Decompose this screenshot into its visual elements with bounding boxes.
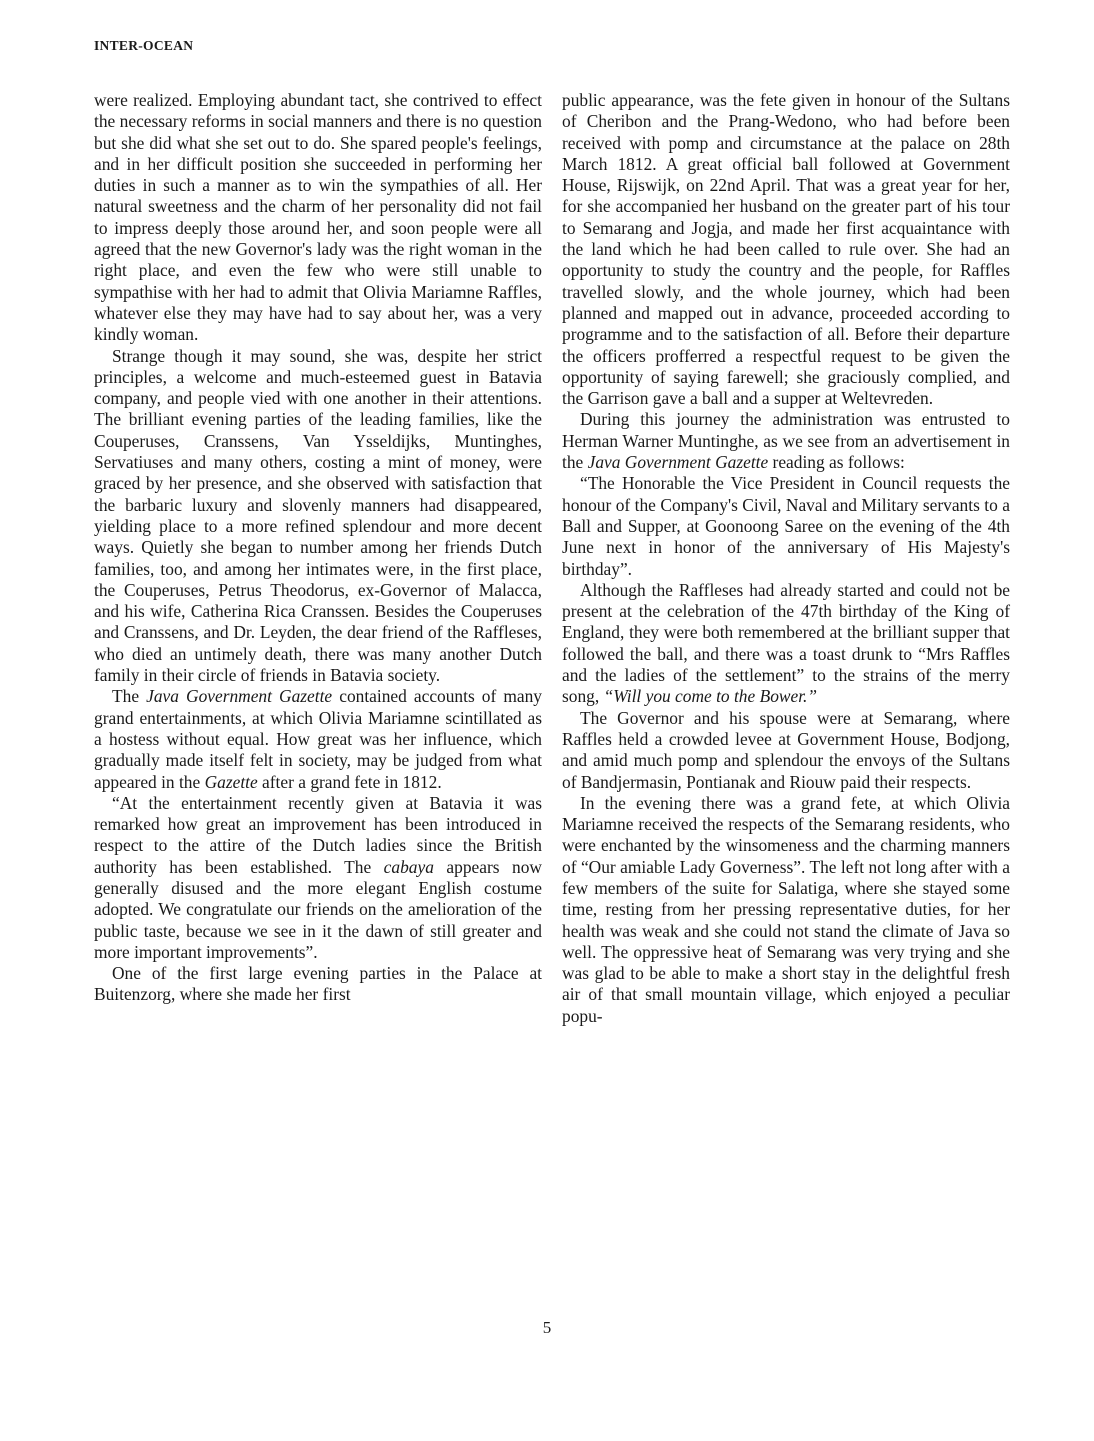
italic-title: Java Government Gazette bbox=[587, 452, 769, 473]
page-number: 5 bbox=[542, 1318, 552, 1337]
paragraph: public appearance, was the fete given in honour of the Sultans of Cheribon and the Prang-Wedono, who had before been received with pomp and circumstance at the palace on 28th March 1812. A great official ball followed at Government House, Rijswijk, on 22nd April. That was a great year for her, for she accompanied her husband on the greater part of his tour to Semarang and Jogja, and made her first acquaintance with the land which he had been called to rule over. She had an opportunity to study the country and the people, for Raffles travelled slowly, and the whole journey, which had been planned and mapped out in advance, proceeded according to programme and to the satisfaction of all. Before their departure the officers profferred a respectful request to be given the opportunity of saying farewell; she graciously complied, and the Garrison gave a ball and a supper at Weltevreden. bbox=[562, 90, 1010, 409]
quotation-paragraph bbox=[94, 793, 542, 963]
paragraph bbox=[94, 686, 542, 792]
paragraph bbox=[562, 580, 1010, 708]
text-run: During this journey the administration was entrusted to Herman Warner Muntinghe, as we see from an advertisement in the bbox=[562, 409, 1010, 473]
paragraph: One of the first large evening parties in the Palace at Buitenzorg, where she made her first bbox=[94, 963, 542, 1005]
paragraph: The Governor and his spouse were at Semarang, where Raffles held a crowded levee at Government House, Bodjong, and amid much pomp and splendour the envoys of the Sultans of Bandjermasin, Pontianak and Riouw paid their respects. bbox=[562, 707, 1010, 792]
paragraph: were realized. Employing abundant tact, she contrived to effect the necessary reforms in social manners and there is no question but she did what she set out to do. She spared people's feelings, and in her difficult position she succeeded in performing her duties in such a manner as to win the sympathies of all. Her natural sweetness and the charm of her personality did not fail to impress deeply those around her, and soon people were all agreed that the new Governor's lady was the right woman in the right place, and even the few who were still unable to sympathise with her had to admit that Olivia Mariamne Raffles, whatever else they may have had to say about her, was a very kindly woman. bbox=[94, 90, 542, 345]
running-head-title: INTER-OCEAN bbox=[94, 38, 194, 53]
text-run: “At the entertainment recently given at Batavia it was remarked how great an improvement has been introduced in respect to the attire of the Dutch ladies since the British authority has been established. The bbox=[94, 792, 542, 877]
text-run: reading as follows: bbox=[768, 452, 905, 473]
text-run: after a grand fete in 1812. bbox=[257, 771, 442, 792]
quotation-paragraph: “The Honorable the Vice President in Council requests the honour of the Company's Civil, Naval and Military servants to a Ball and Supper, at Goonoong Saree on the evening of the 4th June next in honor of the anniversary of His Majesty's birthday”. bbox=[562, 473, 1010, 579]
right-column bbox=[562, 90, 1010, 1027]
text-run: appears now generally disused and the more elegant English costume adopted. We congratulate our friends on the amelioration of the public taste, because we see in it the dawn of still greater and more important improvements”. bbox=[94, 856, 542, 962]
paragraph: Strange though it may sound, she was, despite her strict principles, a welcome and much-esteemed guest in Batavia company, and people vied with one another in their attentions. The brilliant evening parties of the leading families, like the Couperuses, Cranssens, Van Ysseldijks, Muntinghes, Servatiuses and many others, costing a mint of money, were graced by her presence, and she observed with satisfaction that the barbaric luxury and slovenly manners had disappeared, yielding place to a more refined splendour and more decent ways. Quietly she began to number among her friends Dutch families, too, and among her intimates were, in the first place, the Couperuses, Petrus Theodorus, ex-Governor of Malacca, and his wife, Catherina Rica Cranssen. Besides the Couperuses and Cranssens, and Dr. Leyden, the dear friend of the Raffleses, who died an untimely death, there was many another Dutch family in their circle of friends in Batavia society. bbox=[94, 345, 542, 686]
left-column bbox=[94, 90, 542, 1006]
italic-term: cabaya bbox=[383, 856, 434, 877]
text-run: contained accounts of many grand entertainments, at which Olivia Mariamne scintillated as a hostess without equal. How great was her influence, which gradually made itself felt in society, may be judged from what appeared in the bbox=[94, 686, 542, 792]
italic-song-title: “Will you come to the Bower.” bbox=[603, 686, 818, 707]
italic-title: Java Government Gazette bbox=[146, 686, 333, 707]
text-run: The bbox=[112, 686, 147, 707]
paragraph bbox=[562, 409, 1010, 473]
text-run: Although the Raffleses had already started and could not be present at the celebration of the 47th birthday of the King of England, they were both remembered at the brilliant supper that followed the ball, and there was a toast drunk to “Mrs Raffles and the ladies of the settlement” to the strains of the merry song, bbox=[562, 579, 1010, 707]
italic-title: Gazette bbox=[204, 771, 258, 792]
paragraph: In the evening there was a grand fete, at which Olivia Mariamne received the respects of the Semarang residents, who were enchanted by the winsomeness and the charming manners of “Our amiable Lady Governess”. The left not long after with a few members of the suite for Salatiga, where she stayed some time, resting from her pressing representative duties, for her health was weak and she could not stand the climate of Java so well. The oppressive heat of Semarang was very trying and she was glad to be able to make a short stay in the delightful fresh air of that small mountain village, which enjoyed a peculiar popu- bbox=[562, 792, 1010, 1026]
